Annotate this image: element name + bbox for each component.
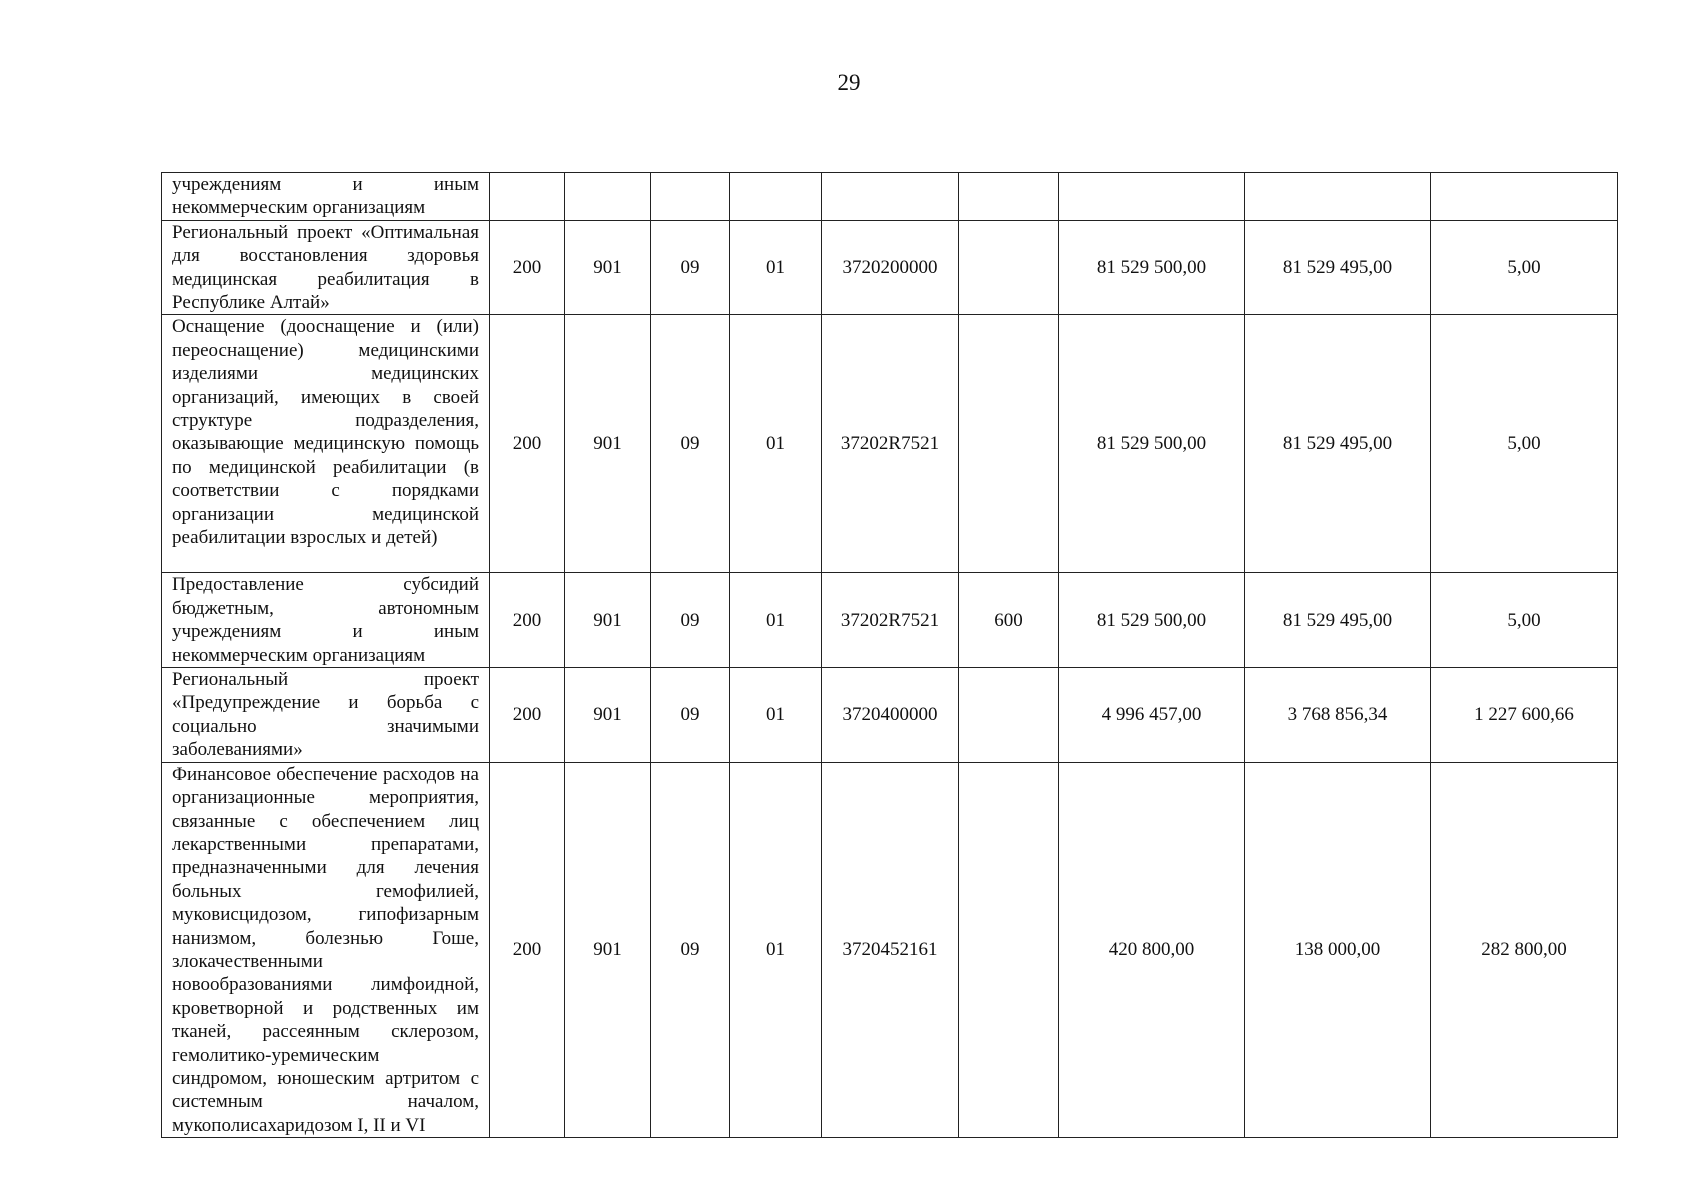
row-name-cell: Финансовое обеспечение расходов на организационные мероприятия, связанные с обеспечением лиц лекарственными препаратами, предназначенными для лечения больных гемофилией, муковисцидозом, гипофизарным нанизмом, болезнью Гоше, злокачественными новообразованиями лимфоидной, кроветворной и родственных им тканей, рассеянным склерозом, гемолитико-уремическим синдромом, юношеским артритом с системным началом, мукополисахаридозом I, II и VI	[162, 762, 490, 1138]
fact-cell: 81 529 495,00	[1245, 315, 1431, 573]
diff-cell: 1 227 600,66	[1431, 668, 1618, 763]
fact-cell: 138 000,00	[1245, 762, 1431, 1138]
pr-cell: 09	[651, 315, 730, 573]
budget-table	[161, 172, 1618, 1138]
gl-cell: 200	[490, 573, 565, 668]
gl-cell: 200	[490, 220, 565, 315]
fact-cell: 3 768 856,34	[1245, 668, 1431, 763]
diff-cell	[1431, 173, 1618, 221]
csr-cell	[822, 173, 959, 221]
table-row	[162, 762, 1618, 1138]
fact-cell	[1245, 173, 1431, 221]
plan-cell: 420 800,00	[1059, 762, 1245, 1138]
table-row	[162, 315, 1618, 573]
csr-cell: 3720400000	[822, 668, 959, 763]
rz-cell: 901	[565, 762, 651, 1138]
csr-cell: 37202R7521	[822, 315, 959, 573]
krp-cell: 01	[730, 220, 822, 315]
gl-cell: 200	[490, 315, 565, 573]
krp-cell: 01	[730, 668, 822, 763]
krp-cell: 01	[730, 573, 822, 668]
krp-cell: 01	[730, 762, 822, 1138]
table-row	[162, 173, 1618, 221]
pr-cell: 09	[651, 668, 730, 763]
gl-cell	[490, 173, 565, 221]
plan-cell: 4 996 457,00	[1059, 668, 1245, 763]
plan-cell	[1059, 173, 1245, 221]
diff-cell: 5,00	[1431, 315, 1618, 573]
table-row	[162, 668, 1618, 763]
pr-cell: 09	[651, 762, 730, 1138]
page-number: 29	[837, 70, 861, 95]
pr-cell: 09	[651, 220, 730, 315]
diff-cell: 282 800,00	[1431, 762, 1618, 1138]
row-name-cell: Региональный проект «Предупреждение и борьба с социально значимыми заболеваниями»	[162, 668, 490, 763]
fact-cell: 81 529 495,00	[1245, 220, 1431, 315]
table-row	[162, 220, 1618, 315]
rz-cell: 901	[565, 220, 651, 315]
csr-cell: 3720452161	[822, 762, 959, 1138]
vr-cell	[959, 315, 1059, 573]
vr-cell	[959, 668, 1059, 763]
gl-cell: 200	[490, 668, 565, 763]
row-name-cell: Предоставление субсидий бюджетным, автономным учреждениям и иным некоммерческим организациям	[162, 573, 490, 668]
vr-cell	[959, 173, 1059, 221]
rz-cell: 901	[565, 668, 651, 763]
pr-cell	[651, 173, 730, 221]
pr-cell: 09	[651, 573, 730, 668]
plan-cell: 81 529 500,00	[1059, 220, 1245, 315]
krp-cell	[730, 173, 822, 221]
rz-cell: 901	[565, 573, 651, 668]
gl-cell: 200	[490, 762, 565, 1138]
vr-cell	[959, 220, 1059, 315]
rz-cell	[565, 173, 651, 221]
krp-cell: 01	[730, 315, 822, 573]
diff-cell: 5,00	[1431, 220, 1618, 315]
table-row	[162, 573, 1618, 668]
rz-cell: 901	[565, 315, 651, 573]
vr-cell: 600	[959, 573, 1059, 668]
vr-cell	[959, 762, 1059, 1138]
csr-cell: 37202R7521	[822, 573, 959, 668]
plan-cell: 81 529 500,00	[1059, 315, 1245, 573]
diff-cell: 5,00	[1431, 573, 1618, 668]
row-name-cell: Региональный проект «Оптимальная для восстановления здоровья медицинская реабилитация в Республике Алтай»	[162, 220, 490, 315]
csr-cell: 3720200000	[822, 220, 959, 315]
plan-cell: 81 529 500,00	[1059, 573, 1245, 668]
fact-cell: 81 529 495,00	[1245, 573, 1431, 668]
row-name-cell: Оснащение (дооснащение и (или) переоснащение) медицинскими изделиями медицинских организаций, имеющих в своей структуре подразделения, оказывающие медицинскую помощь по медицинской реабилитации (в соответствии с порядками организации медицинской реабилитации взрослых и детей)	[162, 315, 490, 573]
row-name-cell: учреждениям и иным некоммерческим организациям	[162, 173, 490, 221]
